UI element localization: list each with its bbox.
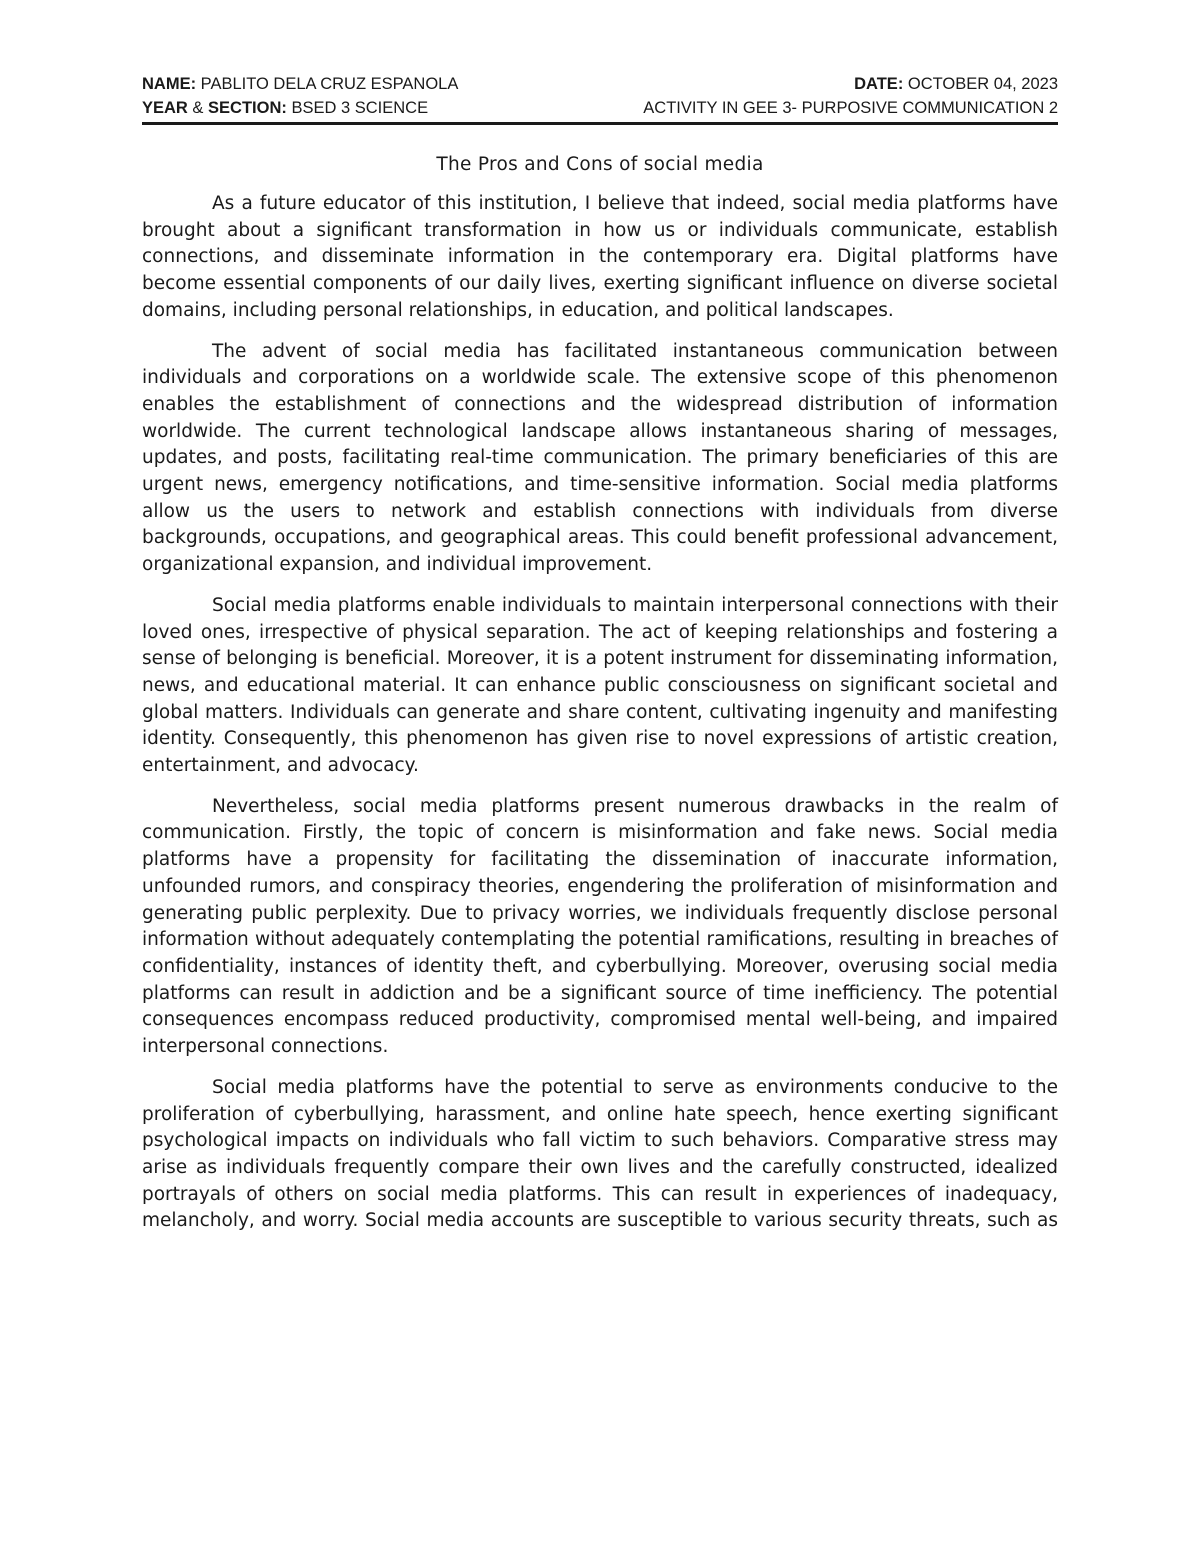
document-page (142, 72, 1058, 1235)
name-value: PABLITO DELA CRUZ ESPANOLA (196, 75, 459, 93)
paragraph-5: Social media platforms have the potential to serve as environments conducive to the proliferation of cyberbullying, harassment, and online hate speech, hence exerting significant psychological impacts on individuals who fall victim to such behaviors. Comparative stress may arise as individuals frequently compare their own lives and the carefully constructed, idealized portrayals of others on social media platforms. This can result in experiences of inadequacy, melancholy, and worry. Social media accounts are susceptible to various security threats, such as (142, 1076, 1058, 1232)
section-value: BSED 3 SCIENCE (286, 99, 429, 117)
header-divider (142, 122, 1058, 125)
document-title: The Pros and Cons of social media (436, 154, 764, 175)
header-row-1 (142, 72, 1058, 96)
header-row-2 (142, 96, 1058, 120)
name-label: NAME: (142, 75, 197, 93)
paragraph-2: The advent of social media has facilitated instantaneous communication between individuals and corporations on a worldwide scale. The extensive scope of this phenomenon enables the establishment of connections and the widespread distribution of information worldwide. The current technological landscape allows instantaneous sharing of messages, updates, and posts, facilitating real-time communication. The primary beneficiaries of this are urgent news, emergency notifications, and time-sensitive information. Social media platforms allow us the users to network and establish connections with individuals from diverse backgrounds, occupations, and geographical areas. This could benefit professional advancement, organizational expansion, and individual improvement. (142, 340, 1058, 576)
paragraph-3: Social media platforms enable individuals to maintain interpersonal connections with their loved ones, irrespective of physical separation. The act of keeping relationships and fostering a sense of belonging is beneficial. Moreover, it is a potent instrument for disseminating information, news, and educational material. It can enhance public consciousness on significant societal and global matters. Individuals can generate and share content, cultivating ingenuity and manifesting identity. Consequently, this phenomenon has given rise to novel expressions of artistic creation, entertainment, and advocacy. (142, 594, 1058, 777)
paragraph-1: As a future educator of this institution, I believe that indeed, social media platforms have brought about a significant transformation in how us or individuals communicate, establish connections, and disseminate information in the contemporary era. Digital platforms have become essential components of our daily lives, exerting significant influence on diverse societal domains, including personal relationships, in education, and political landscapes. (142, 193, 1058, 321)
activity-field: ACTIVITY IN GEE 3- PURPOSIVE COMMUNICATION 2 (643, 99, 1058, 117)
year-section-field (142, 96, 428, 120)
name-field (142, 72, 458, 96)
section-label: SECTION: (208, 99, 287, 117)
date-field (854, 72, 1058, 96)
date-label: DATE: (854, 75, 904, 93)
year-amp: & (187, 99, 209, 117)
date-value: OCTOBER 04, 2023 (903, 75, 1058, 93)
year-label: YEAR (142, 99, 188, 117)
paragraph-4: Nevertheless, social media platforms present numerous drawbacks in the realm of communication. Firstly, the topic of concern is misinformation and fake news. Social media platforms have a propensity for facilitating the dissemination of inaccurate information, unfounded rumors, and conspiracy theories, engendering the proliferation of misinformation and generating public perplexity. Due to privacy worries, we individuals frequently disclose personal information without adequately contemplating the potential ramifications, resulting in breaches of confidentiality, instances of identity theft, and cyberbullying. Moreover, overusing social media platforms can result in addiction and be a significant source of time inefficiency. The potential consequences encompass reduced productivity, compromised mental well-being, and impaired interpersonal connections. (142, 795, 1058, 1058)
